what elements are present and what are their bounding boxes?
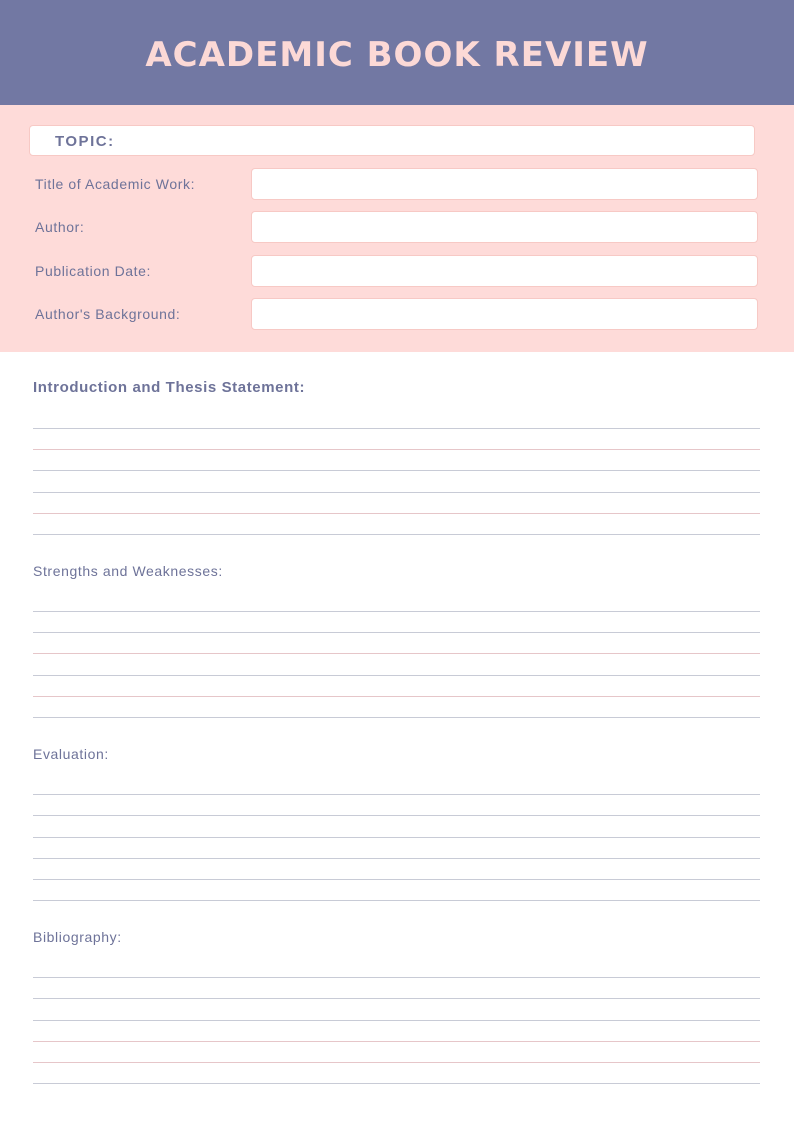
writing-line[interactable] — [33, 1041, 760, 1042]
writing-line[interactable] — [33, 900, 760, 901]
topic-field[interactable] — [29, 125, 755, 156]
writing-line[interactable] — [33, 675, 760, 676]
writing-line[interactable] — [33, 1083, 760, 1084]
bibliography-section-title: Bibliography: — [33, 929, 122, 945]
writing-line[interactable] — [33, 653, 760, 654]
info-panel — [0, 105, 794, 352]
topic-label: TOPIC: — [55, 133, 115, 150]
writing-line[interactable] — [33, 428, 760, 429]
writing-line[interactable] — [33, 1020, 760, 1021]
writing-line[interactable] — [33, 696, 760, 697]
publication-date-field[interactable] — [251, 255, 758, 287]
header-banner — [0, 0, 794, 105]
writing-line[interactable] — [33, 879, 760, 880]
title-of-work-field[interactable] — [251, 168, 758, 200]
writing-line[interactable] — [33, 449, 760, 450]
author-label: Author: — [35, 219, 85, 235]
writing-line[interactable] — [33, 977, 760, 978]
author-background-label: Author's Background: — [35, 306, 181, 322]
strengths-section-title: Strengths and Weaknesses: — [33, 563, 223, 579]
page-title: ACADEMIC BOOK REVIEW — [145, 34, 649, 75]
author-background-field[interactable] — [251, 298, 758, 330]
writing-line[interactable] — [33, 470, 760, 471]
writing-line[interactable] — [33, 534, 760, 535]
writing-line[interactable] — [33, 1062, 760, 1063]
author-field[interactable] — [251, 211, 758, 243]
introduction-section-title: Introduction and Thesis Statement: — [33, 379, 306, 396]
writing-line[interactable] — [33, 858, 760, 859]
writing-line[interactable] — [33, 998, 760, 999]
writing-line[interactable] — [33, 794, 760, 795]
writing-line[interactable] — [33, 815, 760, 816]
writing-line[interactable] — [33, 717, 760, 718]
writing-line[interactable] — [33, 611, 760, 612]
publication-date-label: Publication Date: — [35, 263, 152, 279]
writing-line[interactable] — [33, 513, 760, 514]
writing-line[interactable] — [33, 632, 760, 633]
title-of-work-label: Title of Academic Work: — [35, 176, 196, 192]
evaluation-section-title: Evaluation: — [33, 746, 109, 762]
writing-line[interactable] — [33, 837, 760, 838]
writing-line[interactable] — [33, 492, 760, 493]
